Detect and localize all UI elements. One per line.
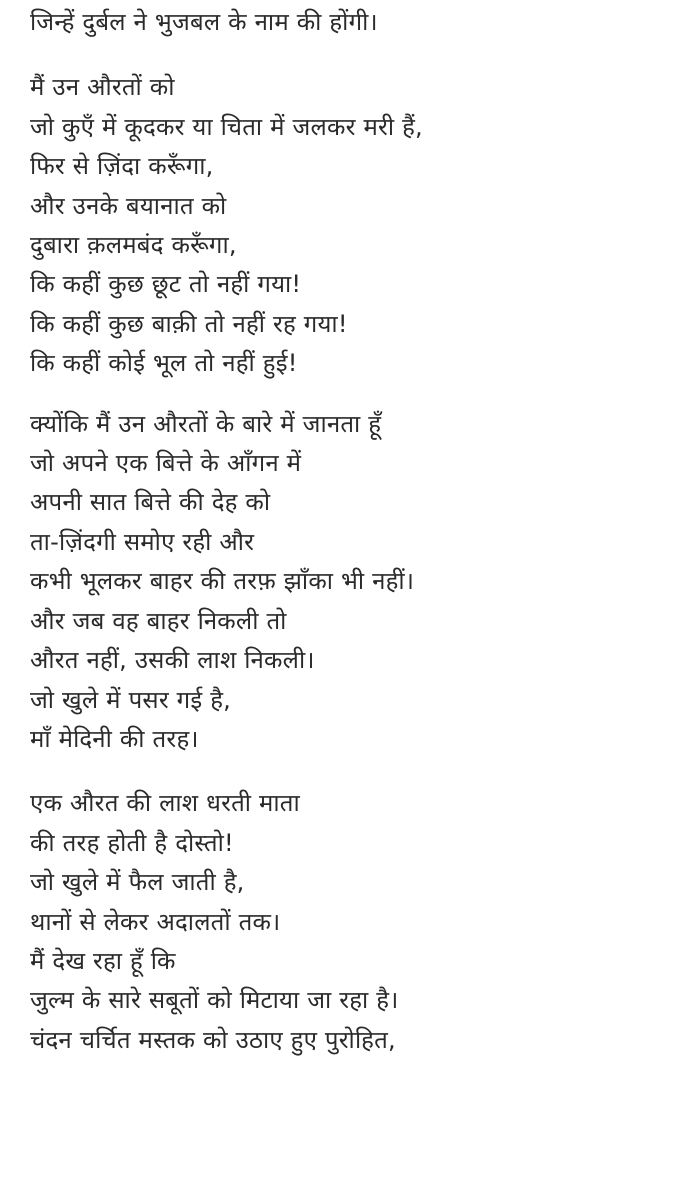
poem-line: जिन्हें दुर्बल ने भुजबल के नाम की होंगी। (30, 8, 378, 36)
poem-line: और जब वह बाहर निकली तो (30, 606, 287, 635)
poem-line: फिर से ज़िंदा करूँगा, (30, 152, 214, 181)
poem-line: ता-ज़िंदगी समोए रही और (30, 527, 255, 556)
poem-line: कभी भूलकर बाहर की तरफ़ झाँका भी नहीं। (30, 567, 415, 596)
poem-line: जो कुएँ में कूदकर या चिता में जलकर मरी हैं, (30, 112, 423, 141)
poem-line: कि कहीं कुछ बाक़ी तो नहीं रह गया! (30, 309, 348, 338)
stanza-2 (30, 68, 681, 383)
poem-line: की तरह होती है दोस्तो! (30, 828, 234, 857)
stanza-3 (30, 405, 681, 760)
poem-line: माँ मेदिनी की तरह। (30, 724, 199, 753)
poem-line: अपनी सात बित्ते की देह को (30, 488, 271, 517)
stanza-divider (30, 759, 681, 784)
poem-line: और उनके बयानात को (30, 191, 227, 220)
poem-line: कि कहीं कोई भूल तो नहीं हुई! (30, 349, 298, 378)
stanza-divider (30, 42, 681, 68)
poem-line: एक औरत की लाश धरती माता (30, 789, 300, 818)
poem-line: चंदन चर्चित मस्तक को उठाए हुए पुरोहित, (30, 1025, 396, 1054)
poem-line: जो अपने एक बित्ते के आँगन में (30, 449, 302, 478)
poem-line: औरत नहीं, उसकी लाश निकली। (30, 646, 315, 675)
stanza-4 (30, 784, 681, 1060)
poem-line: जो खुले में फैल जाती है, (30, 868, 245, 897)
poem-line: थानों से लेकर अदालतों तक। (30, 907, 281, 936)
stanza-divider (30, 384, 681, 405)
poem-line: कि कहीं कुछ छूट तो नहीं गया! (30, 270, 302, 299)
poem-line: जुल्म के सारे सबूतों को मिटाया जा रहा है। (30, 986, 399, 1015)
poem-line: जो खुले में पसर गई है, (30, 685, 231, 714)
poem-line: मैं उन औरतों को (30, 73, 175, 102)
poem-line: दुबारा क़लमबंद करूँगा, (30, 231, 237, 260)
poem-line: मैं देख रहा हूँ कि (30, 946, 176, 975)
stanza-1 (30, 3, 681, 42)
poem-line: क्योंकि मैं उन औरतों के बारे में जानता हूँ (30, 409, 382, 438)
